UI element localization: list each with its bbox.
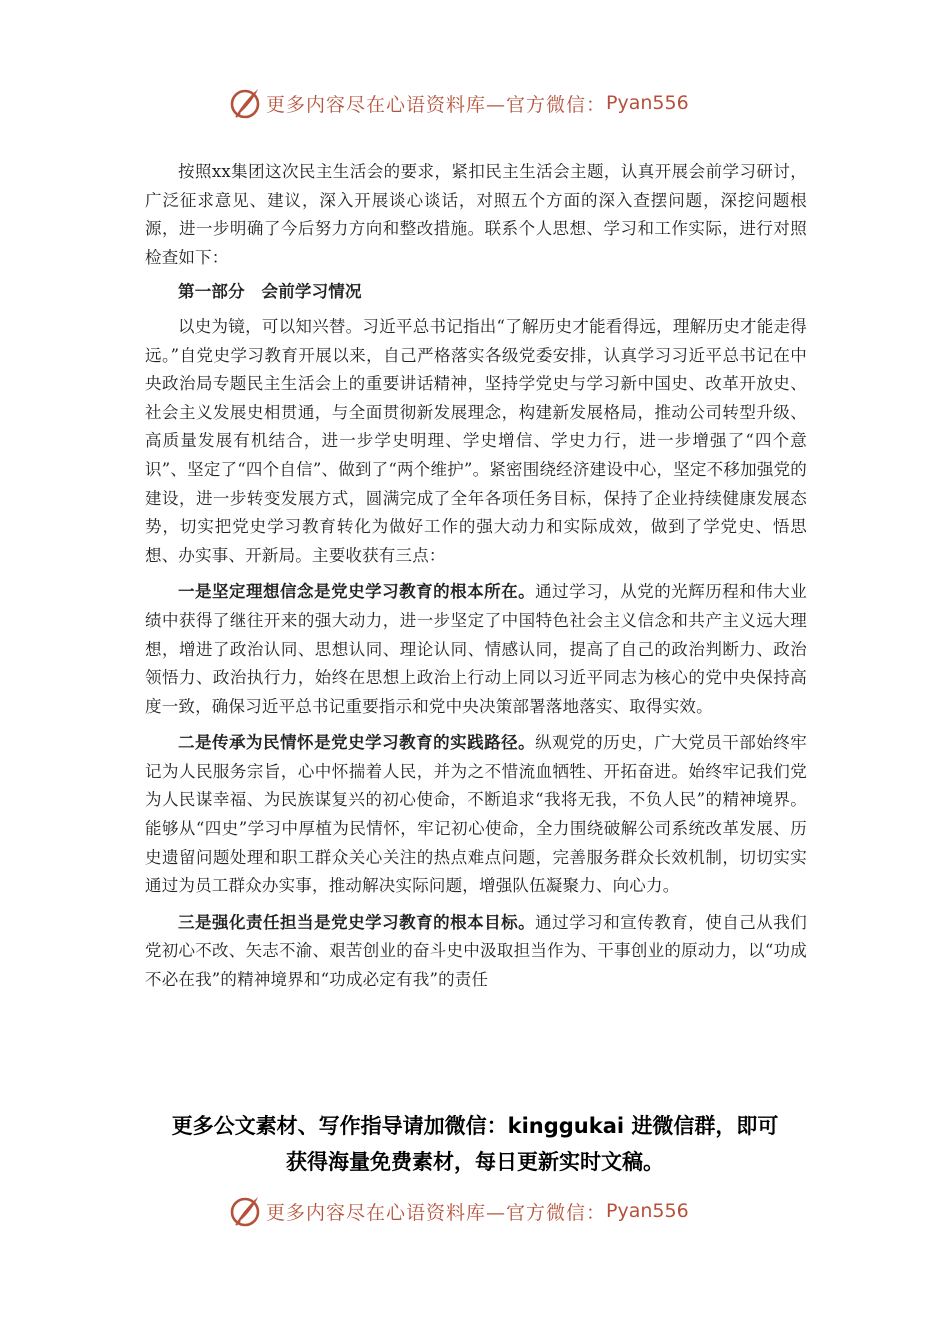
quill-pen-logo-icon [228, 86, 262, 120]
point-3-body: 通过学习和宣传教育，使自己从我们党初心不改、矢志不渝、艰苦创业的奋斗史中汲取担当作为、干事创业的原动力，以“功成不必在我”的精神境界和“功成必定有我”的责任 [145, 912, 807, 990]
header-banner [228, 86, 748, 120]
banner-wechat-id: Pyan556 [606, 1200, 689, 1222]
paragraph-1: 以史为镜，可以知兴替。习近平总书记指出“了解历史才能看得远，理解历史才能走得远。”自党史学习教育开展以来，自己严格落实各级党委安排，认真学习习近平总书记在中央政治局专题民主生活会上的重要讲话精神，坚持学党史与学习新中国史、改革开放史、社会主义发展史相贯通，与全面贯彻新发展理念，构建新发展格局，推动公司转型升级、高质量发展有机结合，进一步学史明理、学史增信、学史力行，进一步增强了“四个意识”、坚定了“四个自信”、做到了“两个维护”。紧密围绕经济建设中心，坚定不移加强党的建设，进一步转变发展方式，圆满完成了全年各项任务目标，保持了企业持续健康发展态势，切实把党史学习教育转化为做好工作的强大动力和实际成效，做到了学党史、悟思想、办实事、开新局。主要收获有三点： [145, 316, 807, 565]
promo-notice [120, 1108, 830, 1180]
banner-text: 更多内容尽在心语资料库—官方微信： [266, 93, 607, 116]
quill-pen-logo-icon [228, 1194, 262, 1228]
section-heading: 第一部分 会前学习情况 [178, 282, 362, 302]
intro-paragraph: 按照xx集团这次民主生活会的要求，紧扣民主生活会主题，认真开展会前学习研讨，广泛征求意见、建议，深入开展谈心谈话，对照五个方面的深入查摆问题，深挖问题根源，进一步明确了今后努力方向和整改措施。联系个人思想、学习和工作实际，进行对照检查如下： [145, 162, 807, 267]
point-2-lead: 二是传承为民情怀是党史学习教育的实践路径。 [178, 733, 536, 753]
footer-banner [228, 1194, 748, 1228]
point-3-paragraph [145, 909, 807, 995]
point-2-body: 纵观党的历史，广大党员干部始终牢记为人民服务宗旨，心中怀揣着人民，并为之不惜流血牺牲、开拓奋进。始终牢记我们党为人民谋幸福、为民族谋复兴的初心使命，不断追求“我将无我，不负人民”的精神境界。能够从“四史”学习中厚植为民情怀，牢记初心使命，全力围绕破解公司系统改革发展、历史遗留问题处理和职工群众关心关注的热点难点问题，完善服务群众长效机制，切切实实通过为员工群众办实事，推动解决实际问题，增强队伍凝聚力、向心力。 [145, 733, 807, 896]
promo-line-1: 更多公文素材、写作指导请加微信：kinggukai 进微信群，即可 [171, 1114, 779, 1138]
banner-text: 更多内容尽在心语资料库—官方微信： [266, 1201, 607, 1224]
document-body [145, 158, 807, 995]
point-1-lead: 一是坚定理想信念是党史学习教育的根本所在。 [178, 582, 536, 602]
point-1-body: 通过学习，从党的光辉历程和伟大业绩中获得了继往开来的强大动力，进一步坚定了中国特色社会主义信念和共产主义远大理想，增进了政治认同、思想认同、理论认同、情感认同，提高了自己的政治判断力、政治领悟力、政治执行力，始终在思想上政治上行动上同以习近平同志为核心的党中央保持高度一致，确保习近平总书记重要指示和党中央决策部署落地落实、取得实效。 [145, 582, 807, 716]
point-3-lead: 三是强化责任担当是党史学习教育的根本目标。 [178, 912, 536, 932]
promo-line-2: 获得海量免费素材，每日更新实时文稿。 [286, 1150, 664, 1174]
point-2-paragraph [145, 729, 807, 901]
banner-wechat-id: Pyan556 [606, 92, 689, 114]
point-1-paragraph [145, 578, 807, 721]
